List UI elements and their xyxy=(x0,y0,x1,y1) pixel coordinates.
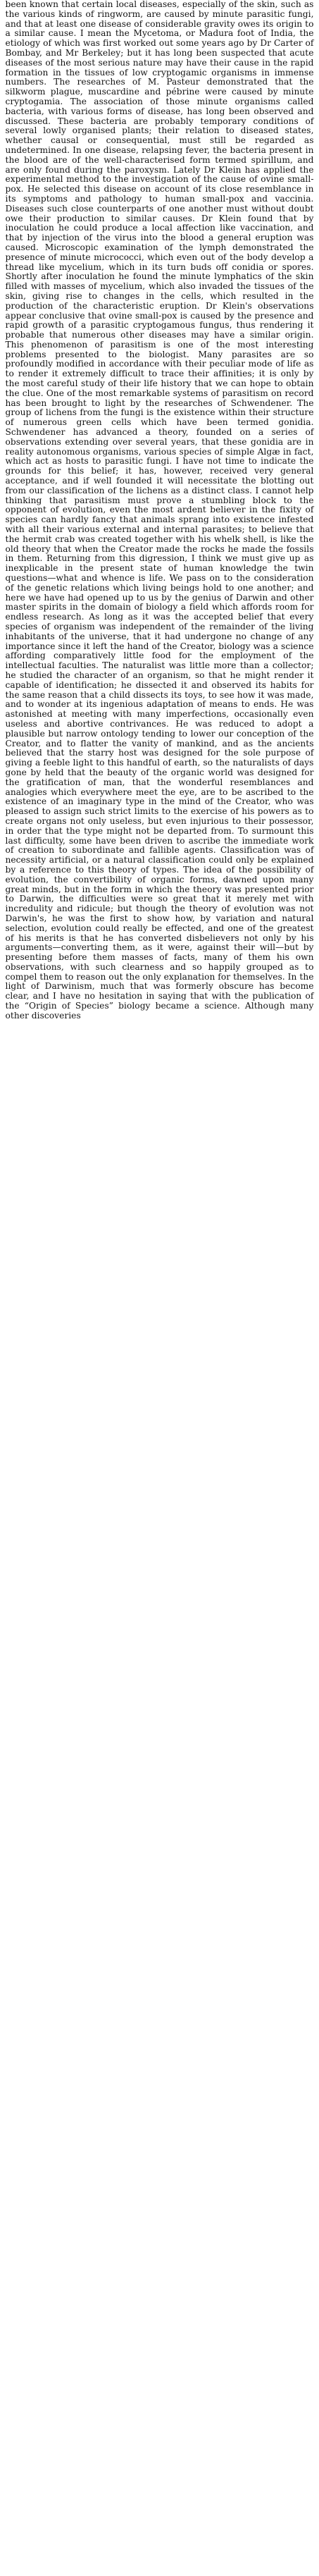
newspaper-column xyxy=(6,0,314,1021)
article-body-paragraph: been known that certain local diseases, especially of the skin, such as the various kinds of ringworm, are caused by minute parasitic fungi, and that at least one disease of considerable gravity owes its origin to a similar cause. I mean the Mycetoma, or Madura foot of India, the etiology of which was first worked out some years ago by Dr Carter of Bombay, and Mr Berkeley; but it has long been suspected that acute diseases of the most serious nature may have their cause in the rapid formation in the tissues of low cryptogamic organisms in immense numbers. The researches of M. Pasteur demonstrated that the silkworm plague, muscardine and pébrine were caused by minute cryptogamia. The association of those minute organisms called bacteria, with various forms of disease, has long been observed and discussed. These bacteria are probably temporary conditions of several lowly organised plants; their relation to diseased states, whether causal or consequential, must still be regarded as undetermined. In one disease, relapsing fever, the bacteria present in the blood are of the well-characterised form termed spirillum, and are only found during the paroxysm. Lately Dr Klein has applied the experimental method to the investigation of the cause of ovine small-pox. He selected this disease on account of its close resemblance in its symptoms and pathology to human small-pox and vaccinia. Diseases such close counterparts of one another must without doubt owe their production to similar causes. Dr Klein found that by inoculation he could produce a local affection like vaccination, and that by injection of the virus into the blood a general eruption was caused. Microscopic examination of the lymph demonstrated the presence of minute micrococci, which even out of the body develop a thread like mycelium, which in its turn buds off conidia or spores. Shortly after inoculation he found the minute lymphatics of the skin filled with masses of mycelium, which also invaded the tissues of the skin, giving rise to changes in the cells, which resulted in the production of the characteristic eruption. Dr Klein's observations appear conclusive that ovine small-pox is caused by the presence and rapid growth of a parasitic cryptogamous fungus, thus rendering it probable that numerous other diseases may have a similar origin. This phenomenon of parasitism is one of the most interesting problems presented to the biologist. Many parasites are so profoundly modified in accordance with their peculiar mode of life as to render it extremely difficult to trace their affinities; it is only by the most careful study of their life history that we can hope to obtain the clue. One of the most remarkable systems of parasitism on record has been brought to light by the researches of Schwendener. The group of lichens from the fungi is the existence within their structure of numerous green cells which have been termed gonidia. Schwendener has advanced a theory, founded on a series of observations extending over several years, that these gonidia are in reality autonomous organisms, various species of simple Algæ in fact, which act as hosts to parasitic fungi. I have not time to indicate the grounds for this belief; it has, however, received very general acceptance, and if well founded it will necessitate the blotting out from our classification of the lichens as a distinct class. I cannot help thinking that parasitism must prove a stumbling block to the opponent of evolution, even the most ardent believer in the fixity of species can hardly fancy that animals sprang into existence infested with all their various external and internal parasites; to believe that the hermit crab was created together with his whelk shell, is like the old theory that when the Creator made the rocks he made the fossils in them. Returning from this digression, I think we must give up as inexplicable in the present state of human knowledge the twin questions—what and whence is life. We pass on to the consideration of the genetic relations which living beings hold to one another; and here we have had opened up to us by the genius of Darwin and other master spirits in the domain of biology a field which affords room for endless research. As long as it was the accepted belief that every species of organism was independent of the remainder of the living inhabitants of the universe, that it had undergone no change of any importance since it left the hand of the Creator, biology was a science affording comparatively little food for the employment of the intellectual faculties. The naturalist was little more than a collector; he studied the character of an organism, so that he might render it capable of identification; he dissected it and observed its habits for the same reason that a child dissects its toys, to see how it was made, and to wonder at its ingenious adaptation of means to ends. He was astonished at meeting with many imperfections, occasionally even useless and abortive contrivances. He was reduced to adopt a plausible but narrow ontology tending to lower our conception of the Creator, and to flatter the vanity of mankind, and as the ancients believed that the starry host was designed for the sole purpose of giving a feeble light to this handful of earth, so the naturalists of days gone by held that the beauty of the organic world was designed for the gratification of man, that the wonderful resemblances and analogies which everywhere meet the eye, are to be ascribed to the existence of an imaginary type in the mind of the Creator, who was pleased to assign such strict limits to the exercise of his powers as to create organs not only useless, but even injurious to their possessor, in order that the type might not be departed from. To surmount this last difficulty, some have been driven to ascribe the immediate work of creation to subordinate and fallible agents. Classification was of necessity artificial, or a natural classification could only be explained by a reference to this theory of types. The idea of the possibility of evolution, the convertibility of organic forms, dawned upon many great minds, but in the form in which the theory was presented prior to Darwin, the difficulties were so great that it merely met with incredulity and ridicule; but though the theory of evolution was not Darwin's, he was the first to show how, by variation and natural selection, evolution could really be effected, and one of the greatest of his merits is that he has converted disbelievers not only by his arguments—converting them, as it were, against their will—but by presenting before them masses of facts, many of them his own observations, with such clearness and so happily grouped as to compel them to reason out the only explanation for themselves. In the light of Darwinism, much that was formerly obscure has become clear, and I have no hesitation in saying that with the publication of the “Origin of Species” biology became a science. Although many other discoveries xyxy=(5,0,314,1021)
